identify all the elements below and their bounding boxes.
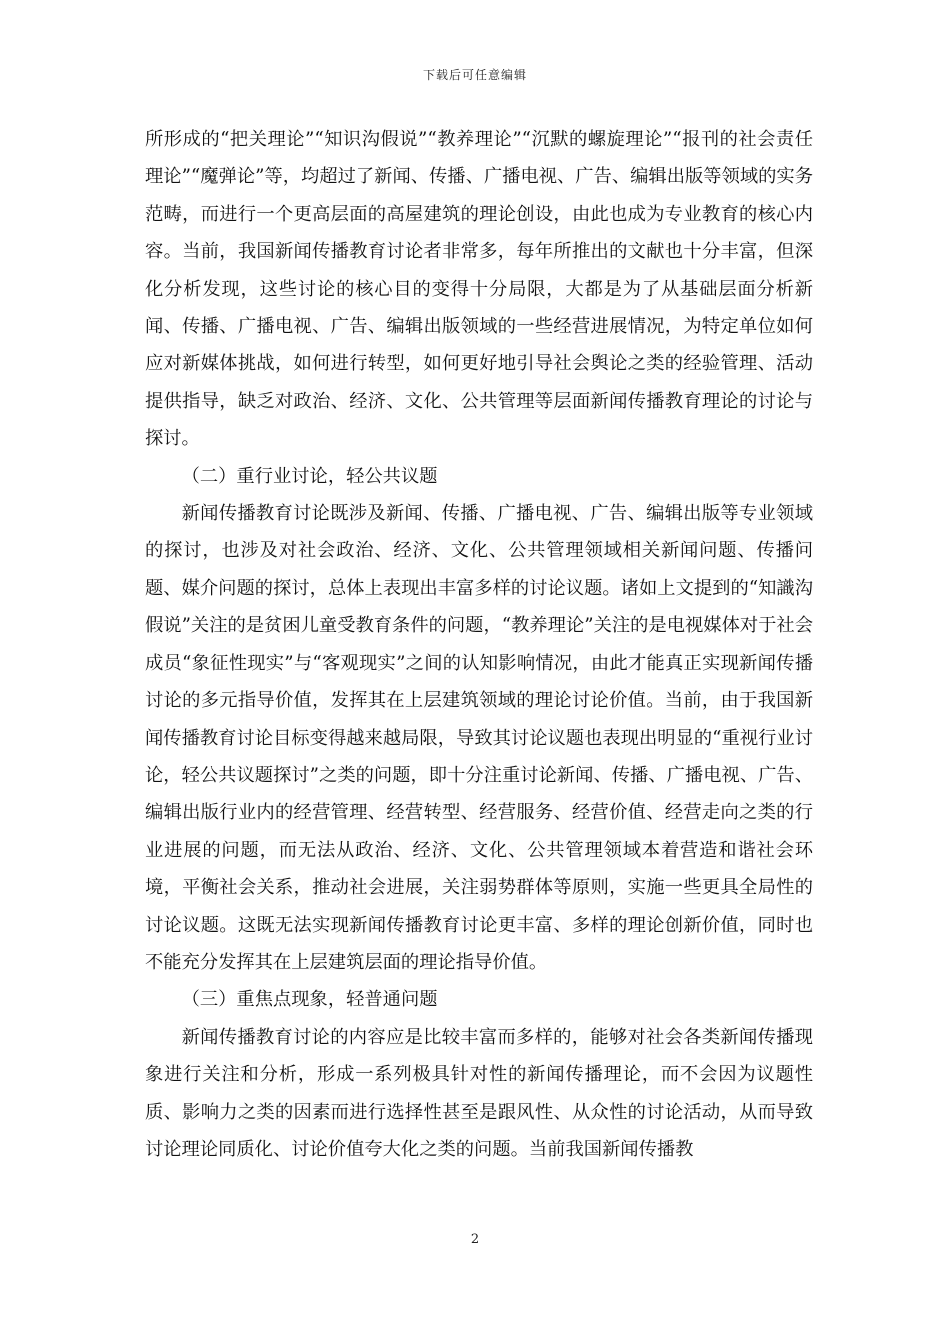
- paragraph-continuation: 所形成的“把关理论”“知识沟假说”“教养理论”“沉默的螺旋理论”“报刊的社会责任理论”“魔弹论”等，均超过了新闻、传播、广播电视、广告、编辑出版等领域的实务范畴，而进行一个更高层面的高屋建筑的理论创设，由此也成为专业教育的核心内容。当前，我国新闻传播教育讨论者非常多，每年所推出的文献也十分丰富，但深化分析发现，这些讨论的核心目的变得十分局限，大都是为了从基础层面分析新闻、传播、广播电视、广告、编辑出版领域的一些经营进展情况，为特定单位如何应对新媒体挑战，如何进行转型，如何更好地引导社会舆论之类的经验管理、活动提供指导，缺乏对政治、经济、文化、公共管理等层面新闻传播教育理论的讨论与探讨。: [145, 129, 813, 450]
- section-heading-2: （二）重行业讨论，轻公共议题: [181, 465, 438, 487]
- paragraph-section-3: 新闻传播教育讨论的内容应是比较丰富而多样的，能够对社会各类新闻传播现象进行关注和分析，形成一系列极具针对性的新闻传播理论，而不会因为议题性质、影响力之类的因素而进行选择性甚至是跟风性、从众性的讨论活动，从而导致讨论理论同质化、讨论价值夸大化之类的问题。当前我国新闻传播教: [145, 1026, 813, 1160]
- page-number: 2: [470, 1232, 480, 1247]
- paragraph-section-2: 新闻传播教育讨论既涉及新闻、传播、广播电视、广告、编辑出版等专业领域的探讨，也涉及对社会政治、经济、文化、公共管理领域相关新闻问题、传播问题、媒介问题的探讨，总体上表现出丰富多样的讨论议题。诸如上文提到的“知識沟假说”关注的是贫困儿童受教育条件的问题，“教养理论”关注的是电视媒体对于社会成员“象征性现实”与“客观现实”之间的认知影响情况，由此才能真正实现新闻传播讨论的多元指导价值，发挥其在上层建筑领域的理论讨论价值。当前，由于我国新闻传播教育讨论目标变得越来越局限，导致其讨论议题也表现出明显的“重视行业讨论，轻公共议题探讨”之类的问题，即十分注重讨论新闻、传播、广播电视、广告、编辑出版行业内的经营管理、经营转型、经营服务、经营价值、经营走向之类的行业进展的问题，而无法从政治、经济、文化、公共管理领域本着营造和谐社会环境，平衡社会关系，推动社会进展，关注弱势群体等原则，实施一些更具全局性的讨论议题。这既无法实现新闻传播教育讨论更丰富、多样的理论创新价值，同时也不能充分发挥其在上层建筑层面的理论指导价值。: [145, 503, 813, 973]
- section-heading-3: （三）重焦点现象，轻普通问题: [181, 989, 438, 1011]
- document-body: [145, 121, 813, 1168]
- page-header: 下载后可任意编辑: [422, 68, 527, 82]
